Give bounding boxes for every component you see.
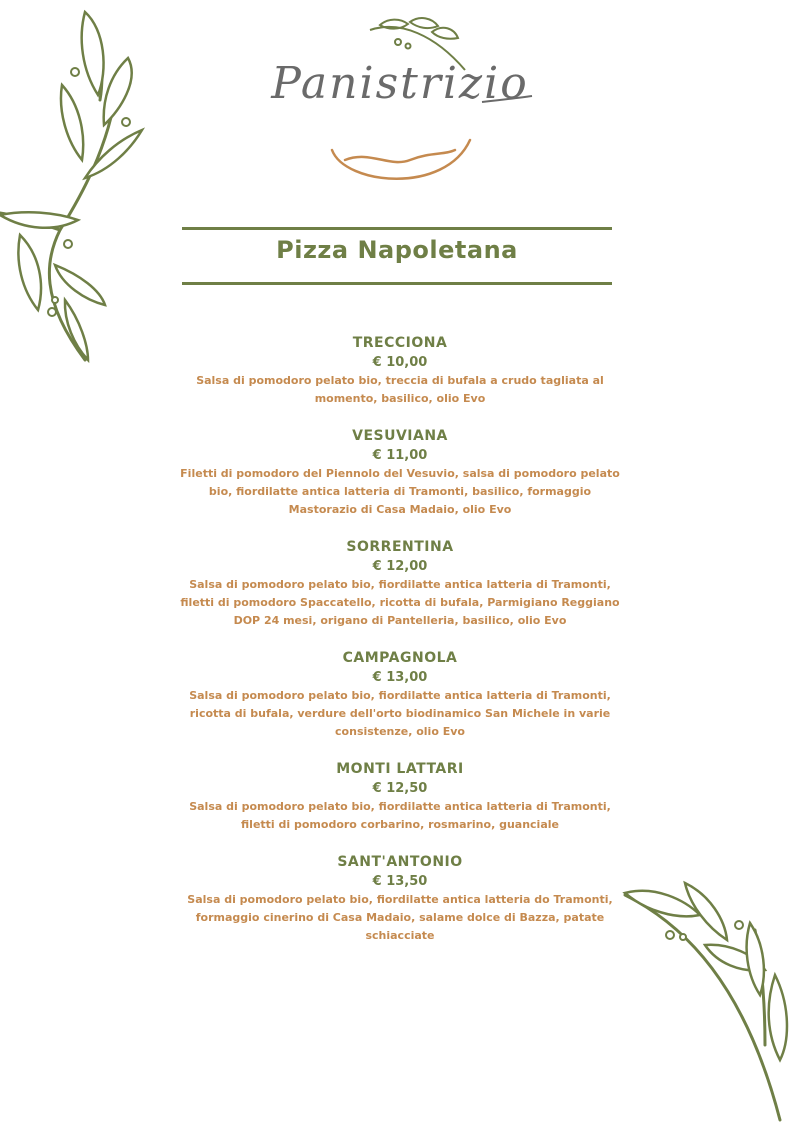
item-description: Filetti di pomodoro del Piennolo del Vesuvio, salsa di pomodoro pelato bio, fiordilatte antica latteria di Tramonti, basilico, formaggio Mastorazio di Casa Madaio, olio Evo (180, 467, 620, 516)
item-name: MONTI LATTARI (336, 761, 464, 777)
item-description: Salsa di pomodoro pelato bio, fiordilatte antica latteria do Tramonti, formaggio cinerino di Casa Madaio, salame dolce di Bazza, patate schiacciate (187, 893, 613, 942)
item-name: VESUVIANA (352, 428, 448, 444)
brand-logo (260, 10, 540, 190)
menu-item (180, 537, 620, 630)
menu-item (180, 333, 620, 408)
item-name: SANT'ANTONIO (337, 854, 463, 870)
item-description: Salsa di pomodoro pelato bio, fiordilatte antica latteria di Tramonti, ricotta di bufala, verdure dell'orto biodinamico San Michele in varie consistenze, olio Evo (189, 689, 611, 738)
header-rule-top (182, 227, 612, 230)
item-name: CAMPAGNOLA (342, 650, 458, 666)
menu-list (180, 333, 620, 963)
menu-item (180, 426, 620, 519)
olive-branch-icon (615, 875, 794, 1123)
item-price: € 12,00 (372, 559, 428, 574)
olive-branch-icon (0, 0, 160, 370)
item-price: € 12,50 (372, 781, 428, 796)
item-description: Salsa di pomodoro pelato bio, fiordilatte antica latteria di Tramonti, filetti di pomodoro Spaccatello, ricotta di bufala, Parmigiano Reggiano DOP 24 mesi, origano di Pantelleria, basilico, olio Evo (180, 578, 620, 627)
logo-wordmark: Panistrizio (271, 58, 529, 109)
section-title: Pizza Napoletana (276, 236, 518, 264)
item-price: € 13,00 (372, 670, 428, 685)
item-description: Salsa di pomodoro pelato bio, treccia di bufala a crudo tagliata al momento, basilico, olio Evo (196, 374, 604, 405)
item-price: € 10,00 (372, 355, 428, 370)
item-price: € 11,00 (372, 448, 428, 463)
item-price: € 13,50 (372, 874, 428, 889)
menu-item (180, 759, 620, 834)
header-rule-bottom (182, 282, 612, 285)
item-description: Salsa di pomodoro pelato bio, fiordilatte antica latteria di Tramonti, filetti di pomodoro corbarino, rosmarino, guanciale (189, 800, 611, 831)
menu-item (180, 852, 620, 945)
item-name: TRECCIONA (352, 335, 448, 351)
menu-item (180, 648, 620, 741)
item-name: SORRENTINA (346, 539, 454, 555)
